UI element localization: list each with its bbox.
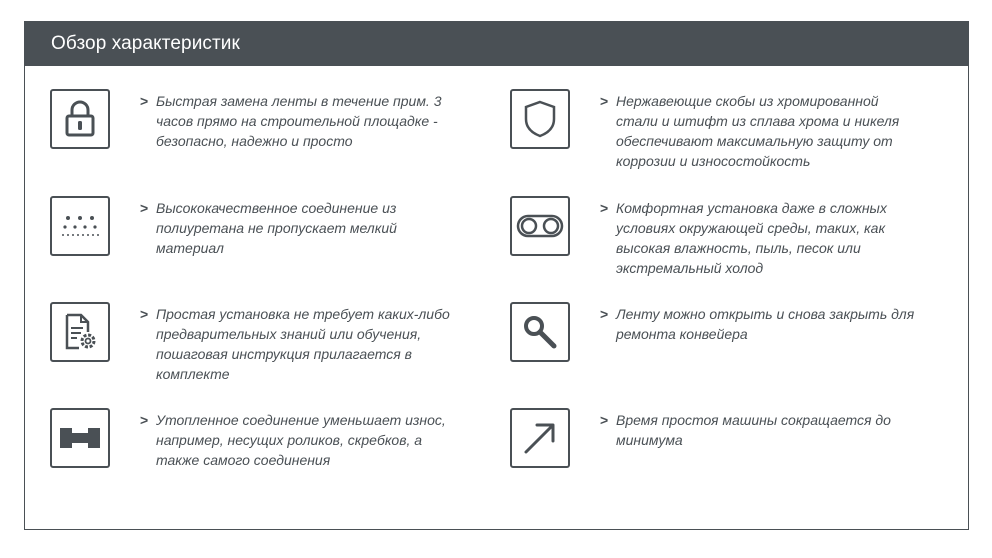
bullet-marker: > <box>140 93 149 109</box>
feature-text <box>600 198 920 278</box>
document-gear-icon <box>50 302 110 362</box>
bullet-marker: > <box>600 93 609 109</box>
feature-description: Время простоя машины сокращается до минимума <box>616 412 891 448</box>
feature-text <box>140 410 460 470</box>
feature-text <box>600 410 920 450</box>
bullet-marker: > <box>140 200 149 216</box>
bullet-marker: > <box>600 200 609 216</box>
bullet-marker: > <box>140 412 149 428</box>
feature-text <box>600 304 920 344</box>
bullet-marker: > <box>600 412 609 428</box>
feature-description: Быстрая замена ленты в течение прим. 3 часов прямо на строительной площадке - безопасно, надежно и просто <box>156 93 442 149</box>
wrench-icon <box>510 302 570 362</box>
dotted-pattern-icon <box>50 196 110 256</box>
lock-icon <box>50 89 110 149</box>
feature-description: Нержавеющие скобы из хромированной стали и штифт из сплава хрома и никеля обеспечивают максимальную защиту от коррозии и износостойкость <box>616 93 900 169</box>
recessed-joint-icon <box>50 408 110 468</box>
shield-icon <box>510 89 570 149</box>
conveyor-belt-icon <box>510 196 570 256</box>
feature-text <box>600 91 920 171</box>
feature-description: Высококачественное соединение из полиуретана не пропускает мелкий материал <box>156 200 397 256</box>
feature-text <box>140 198 460 258</box>
bullet-marker: > <box>600 306 609 322</box>
feature-overview-panel <box>24 21 969 530</box>
feature-description: Ленту можно открыть и снова закрыть для ремонта конвейера <box>616 306 915 342</box>
panel-header <box>25 22 968 66</box>
panel-title: Обзор характеристик <box>51 33 240 54</box>
feature-text <box>140 91 460 151</box>
bullet-marker: > <box>140 306 149 322</box>
feature-description: Утопленное соединение уменьшает износ, например, несущих роликов, скребков, а также самого соединения <box>156 412 446 468</box>
feature-description: Комфортная установка даже в сложных условиях окружающей среды, таких, как высокая влажность, пыль, песок или экстремальный холод <box>616 200 887 276</box>
arrow-up-right-icon <box>510 408 570 468</box>
feature-text <box>140 304 460 384</box>
feature-description: Простая установка не требует каких-либо предварительных знаний или обучения, пошаговая инструкция прилагается в комплекте <box>156 306 450 382</box>
